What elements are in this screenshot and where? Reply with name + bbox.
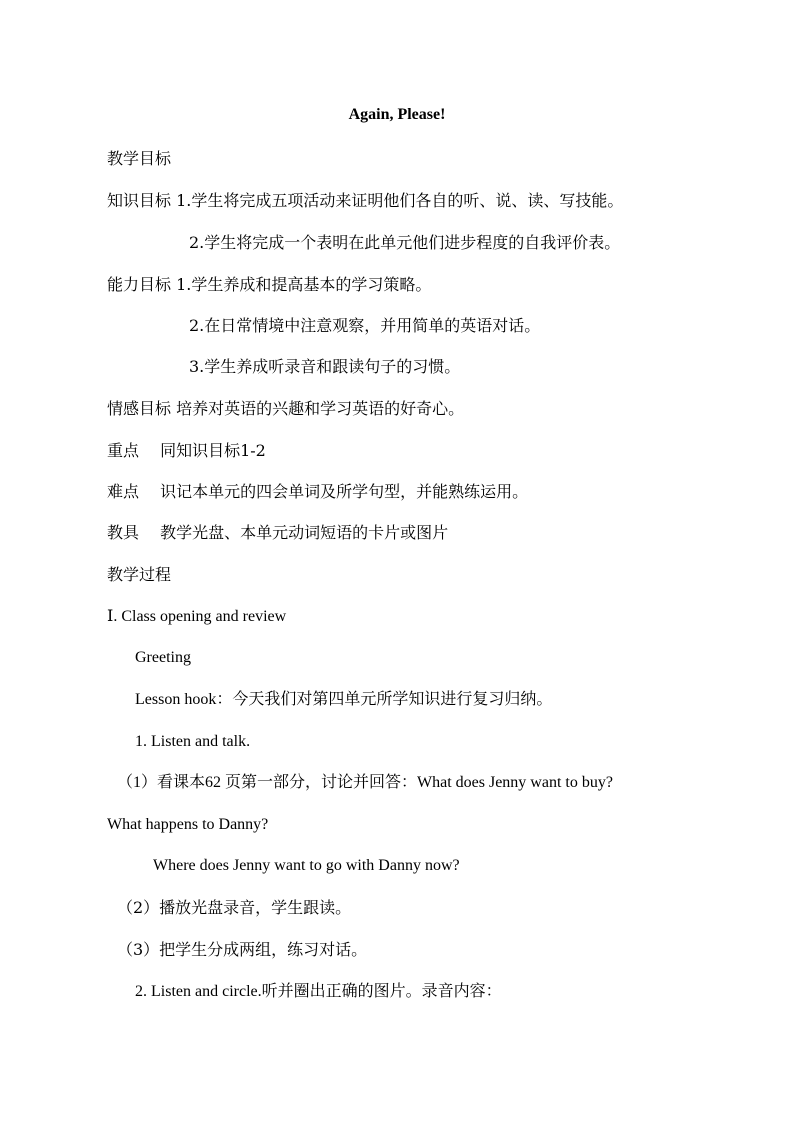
section-heading-process: 教学过程 [107,565,172,584]
greeting-line: Greeting [135,649,191,666]
activity-step-2: （2）播放光盘录音，学生跟读。 [117,898,352,917]
activity-listen-circle: 2. Listen and circle.听并圈出正确的图片。录音内容： [135,983,502,1000]
section-heading-objectives: 教学目标 [107,149,172,168]
document-title: Again, Please! [348,106,446,123]
activity-listen-talk: 1. Listen and talk. [135,733,251,750]
ability-objective-1: 能力目标 1.学生养成和提高基本的学习策略。 [107,275,432,294]
activity-step-3: （3）把学生分成两组，练习对话。 [117,940,368,959]
key-point: 重点 同知识目标1-2 [107,441,266,460]
knowledge-objective-2: 2.学生将完成一个表明在此单元他们进步程度的自我评价表。 [189,233,621,252]
lesson-hook-line: Lesson hook：今天我们对第四单元所学知识进行复习归纳。 [135,691,553,708]
activity-step-1: （1）看课本62 页第一部分，讨论并回答：What does Jenny want to buy? [117,774,613,791]
difficult-point: 难点 识记本单元的四会单词及所学句型，并能熟练运用。 [107,482,529,501]
step-heading-1: Ⅰ. Class opening and review [107,608,287,625]
activity-step-1-cont: What happens to Danny? [107,816,269,833]
activity-step-1-question: Where does Jenny want to go with Danny now? [153,857,460,874]
emotion-objective: 情感目标 培养对英语的兴趣和学习英语的好奇心。 [107,399,465,418]
ability-objective-2: 2.在日常情境中注意观察，并用简单的英语对话。 [189,316,541,335]
knowledge-objective-1: 知识目标 1.学生将完成五项活动来证明他们各自的听、说、读、写技能。 [107,191,624,210]
ability-objective-3: 3.学生养成听录音和跟读句子的习惯。 [189,357,461,376]
teaching-aids: 教具 教学光盘、本单元动词短语的卡片或图片 [107,523,449,542]
